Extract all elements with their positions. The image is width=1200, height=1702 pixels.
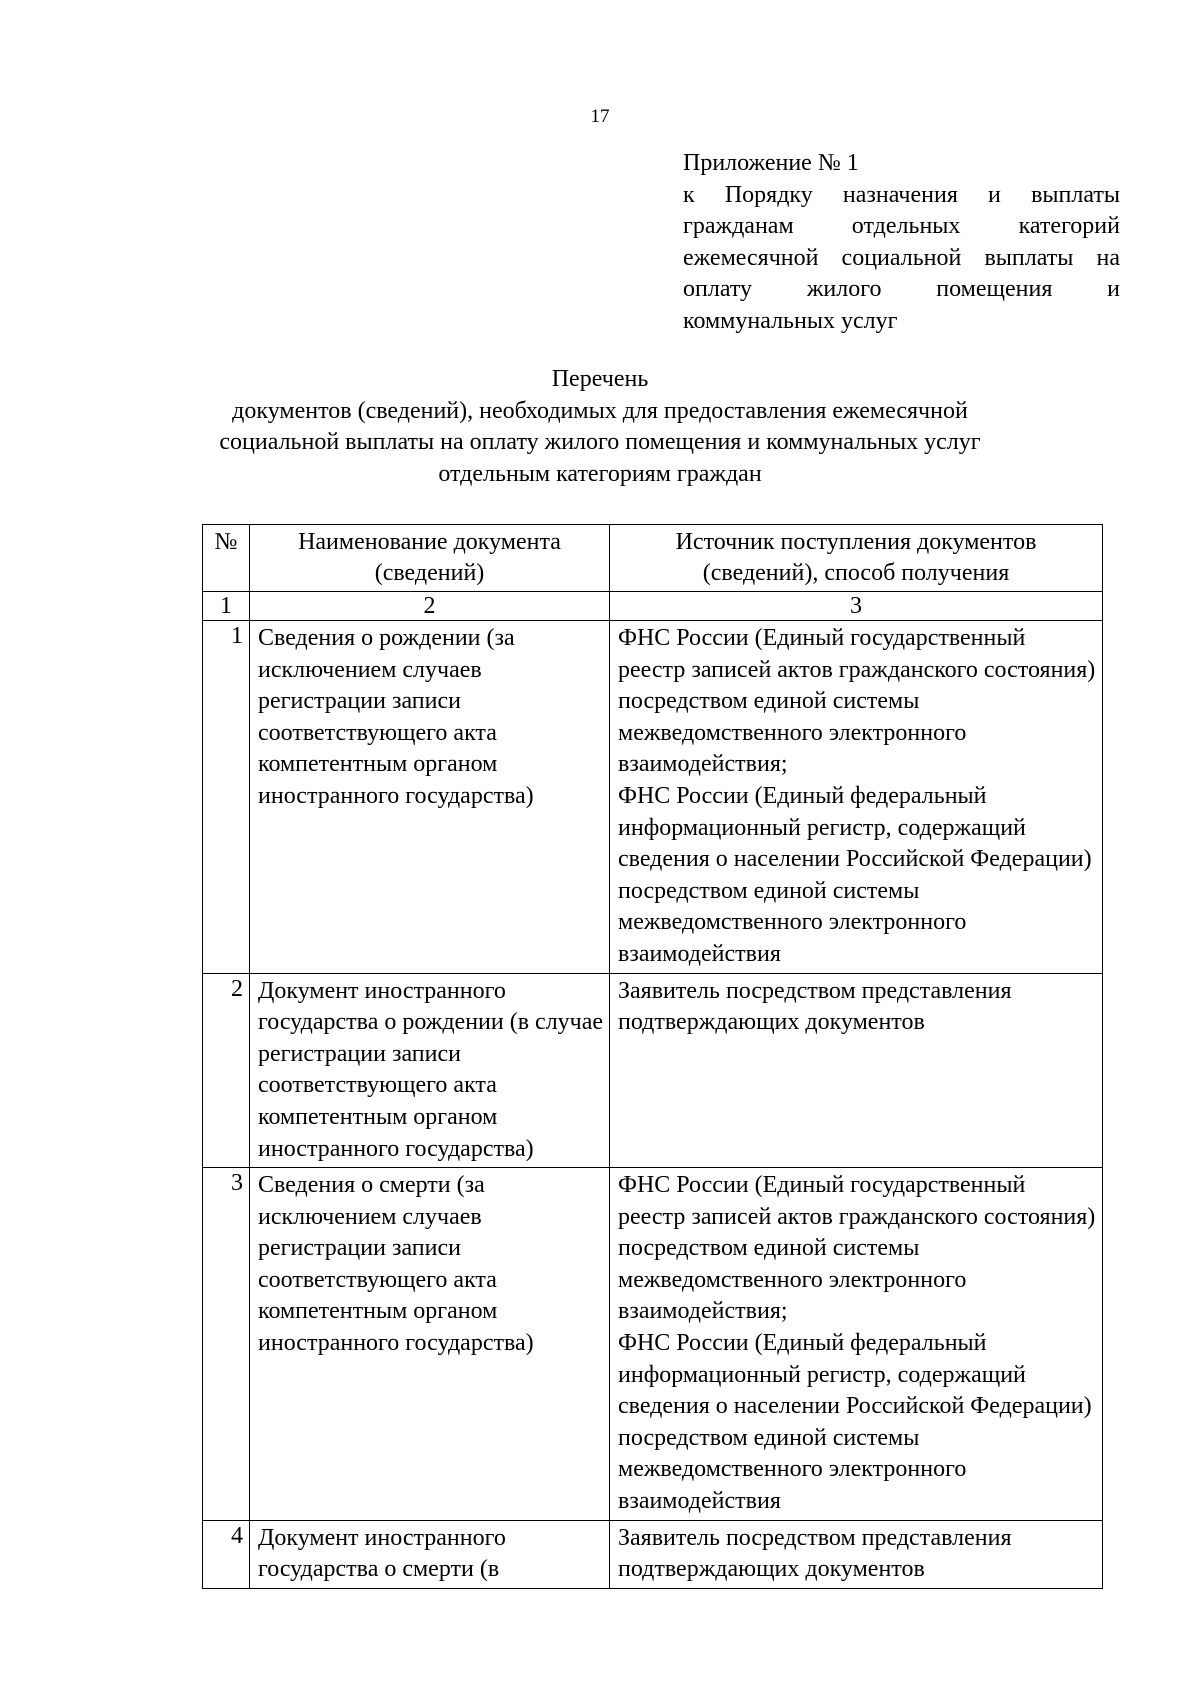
table-row [203, 973, 1103, 1168]
header-source: Источник поступления документов (сведений), способ получения [610, 525, 1103, 592]
document-title [0, 364, 1200, 490]
column-number: 3 [610, 592, 1103, 621]
row-number: 4 [203, 1520, 250, 1588]
table-row [203, 621, 1103, 974]
document-name: Сведения о рождении (за исключением случаев регистрации записи соответствующего акта компетентным органом иностранного государства) [250, 621, 610, 974]
table-row [203, 1168, 1103, 1521]
column-numbers-row [203, 592, 1103, 621]
document-source: ФНС России (Единый государственный реестр записей актов гражданского состояния) посредством единой системы межведомственного электронного взаимодействия; ФНС России (Единый федеральный информационный регистр, содержащий сведения о населении Российской Федерации) посредством единой системы межведомственного электронного взаимодействия [610, 621, 1103, 974]
row-number: 3 [203, 1168, 250, 1521]
appendix-note [683, 148, 1120, 337]
document-name: Документ иностранного государства о смерти (в [250, 1520, 610, 1588]
header-number: № [203, 525, 250, 592]
appendix-text: к Порядку назначения и выплаты гражданам отдельных категорий ежемесячной социальной выплаты на оплату жилого помещения и коммунальных услуг [683, 181, 1120, 334]
document-name: Сведения о смерти (за исключением случаев регистрации записи соответствующего акта компетентным органом иностранного государства) [250, 1168, 610, 1521]
page-number: 17 [590, 106, 610, 127]
documents-table [202, 524, 1103, 1589]
header-document-name: Наименование документа (сведений) [250, 525, 610, 592]
document-name: Документ иностранного государства о рождении (в случае регистрации записи соответствующего акта компетентным органом иностранного государства) [250, 973, 610, 1168]
table-header-row [203, 525, 1103, 592]
appendix-caption: Приложение № 1 [683, 150, 859, 176]
row-number: 1 [203, 621, 250, 974]
document-source: Заявитель посредством представления подтверждающих документов [610, 1520, 1103, 1588]
row-number: 2 [203, 973, 250, 1168]
title-line-4: отдельным категориям граждан [438, 460, 762, 487]
column-number: 2 [250, 592, 610, 621]
document-source: ФНС России (Единый государственный реестр записей актов гражданского состояния) посредством единой системы межведомственного электронного взаимодействия; ФНС России (Единый федеральный информационный регистр, содержащий сведения о населении Российской Федерации) посредством единой системы межведомственного электронного взаимодействия [610, 1168, 1103, 1521]
title-line-2: документов (сведений), необходимых для предоставления ежемесячной [232, 397, 968, 424]
column-number: 1 [203, 592, 250, 621]
document-source: Заявитель посредством представления подтверждающих документов [610, 973, 1103, 1168]
title-line-3: социальной выплаты на оплату жилого помещения и коммунальных услуг [219, 429, 981, 455]
title-line-1: Перечень [551, 366, 649, 392]
table-row [203, 1520, 1103, 1588]
